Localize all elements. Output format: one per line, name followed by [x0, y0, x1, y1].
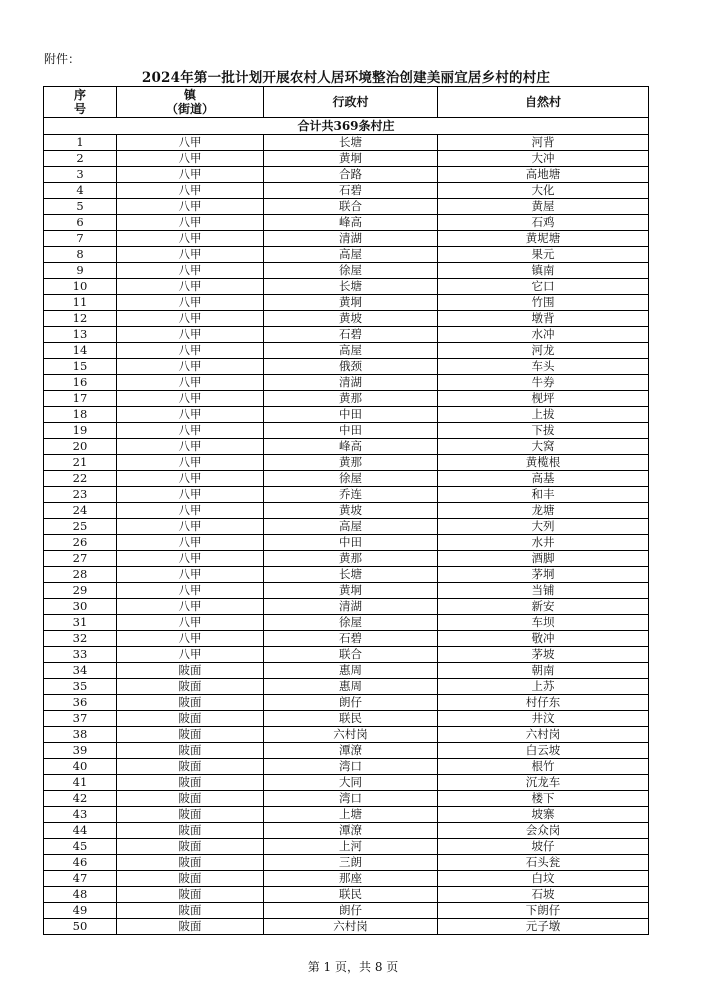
- row-natural-village-cell: 它口: [438, 279, 649, 295]
- row-town-cell: 八甲: [117, 247, 264, 263]
- row-admin-village-cell: 石碧: [264, 631, 438, 647]
- table-header-row: [44, 87, 649, 118]
- row-natural-village-cell: 井汶: [438, 711, 649, 727]
- table-row: [44, 663, 649, 679]
- row-town-cell: 陂面: [117, 679, 264, 695]
- row-index-cell: 25: [44, 519, 117, 535]
- row-admin-village-cell: 石碧: [264, 327, 438, 343]
- row-index-cell: 30: [44, 599, 117, 615]
- village-table: [43, 86, 649, 935]
- row-town-cell: 八甲: [117, 439, 264, 455]
- row-admin-village-cell: 清湖: [264, 599, 438, 615]
- row-natural-village-cell: 下拔: [438, 423, 649, 439]
- table-row: [44, 215, 649, 231]
- table-row: [44, 151, 649, 167]
- row-admin-village-cell: 惠周: [264, 679, 438, 695]
- row-natural-village-cell: 下朗仔: [438, 903, 649, 919]
- table-row: [44, 327, 649, 343]
- row-admin-village-cell: 高屋: [264, 247, 438, 263]
- row-town-cell: 陂面: [117, 807, 264, 823]
- row-natural-village-cell: 沉龙车: [438, 775, 649, 791]
- row-natural-village-cell: 车头: [438, 359, 649, 375]
- row-town-cell: 陂面: [117, 743, 264, 759]
- row-admin-village-cell: 联合: [264, 647, 438, 663]
- row-natural-village-cell: 坡仔: [438, 839, 649, 855]
- row-admin-village-cell: 长塘: [264, 567, 438, 583]
- row-town-cell: 八甲: [117, 583, 264, 599]
- table-row: [44, 711, 649, 727]
- row-index-cell: 36: [44, 695, 117, 711]
- table-row: [44, 407, 649, 423]
- row-index-cell: 50: [44, 919, 117, 935]
- row-town-cell: 陂面: [117, 759, 264, 775]
- row-natural-village-cell: 敬冲: [438, 631, 649, 647]
- row-admin-village-cell: 潭潦: [264, 823, 438, 839]
- row-admin-village-cell: 上河: [264, 839, 438, 855]
- row-admin-village-cell: 黄垌: [264, 295, 438, 311]
- row-admin-village-cell: 朗仔: [264, 695, 438, 711]
- document-title: 2024年第一批计划开展农村人居环境整治创建美丽宜居乡村的村庄: [141, 70, 551, 86]
- row-index-cell: 34: [44, 663, 117, 679]
- row-index-cell: 26: [44, 535, 117, 551]
- row-town-cell: 八甲: [117, 567, 264, 583]
- row-town-cell: 陂面: [117, 919, 264, 935]
- row-index-cell: 11: [44, 295, 117, 311]
- row-admin-village-cell: 黄那: [264, 455, 438, 471]
- row-town-cell: 八甲: [117, 215, 264, 231]
- row-natural-village-cell: 大列: [438, 519, 649, 535]
- row-index-cell: 28: [44, 567, 117, 583]
- row-index-cell: 48: [44, 887, 117, 903]
- table-row: [44, 503, 649, 519]
- table-row: [44, 471, 649, 487]
- row-natural-village-cell: 镇南: [438, 263, 649, 279]
- row-admin-village-cell: 六村岗: [264, 919, 438, 935]
- row-natural-village-cell: 石鸡: [438, 215, 649, 231]
- row-admin-village-cell: 俄颈: [264, 359, 438, 375]
- row-natural-village-cell: 大化: [438, 183, 649, 199]
- row-natural-village-cell: 当铺: [438, 583, 649, 599]
- row-natural-village-cell: 石头瓮: [438, 855, 649, 871]
- row-index-cell: 39: [44, 743, 117, 759]
- row-town-cell: 八甲: [117, 519, 264, 535]
- row-index-cell: 27: [44, 551, 117, 567]
- row-admin-village-cell: 中田: [264, 423, 438, 439]
- row-natural-village-cell: 茅坡: [438, 647, 649, 663]
- table-row: [44, 695, 649, 711]
- row-index-cell: 46: [44, 855, 117, 871]
- row-town-cell: 八甲: [117, 311, 264, 327]
- row-admin-village-cell: 黄那: [264, 551, 438, 567]
- row-index-cell: 45: [44, 839, 117, 855]
- header-admin-village: 行政村: [264, 87, 438, 118]
- table-row: [44, 919, 649, 935]
- row-natural-village-cell: 水井: [438, 535, 649, 551]
- row-natural-village-cell: 河背: [438, 135, 649, 151]
- row-admin-village-cell: 徐屋: [264, 615, 438, 631]
- row-town-cell: 陂面: [117, 775, 264, 791]
- row-admin-village-cell: 上塘: [264, 807, 438, 823]
- table-row: [44, 455, 649, 471]
- row-town-cell: 八甲: [117, 279, 264, 295]
- row-admin-village-cell: 峰高: [264, 215, 438, 231]
- row-index-cell: 38: [44, 727, 117, 743]
- row-admin-village-cell: 峰高: [264, 439, 438, 455]
- row-index-cell: 31: [44, 615, 117, 631]
- row-index-cell: 35: [44, 679, 117, 695]
- row-admin-village-cell: 联民: [264, 887, 438, 903]
- row-admin-village-cell: 湾口: [264, 791, 438, 807]
- table-row: [44, 279, 649, 295]
- row-index-cell: 21: [44, 455, 117, 471]
- table-row: [44, 743, 649, 759]
- row-town-cell: 八甲: [117, 455, 264, 471]
- row-town-cell: 八甲: [117, 295, 264, 311]
- row-town-cell: 八甲: [117, 343, 264, 359]
- row-town-cell: 八甲: [117, 167, 264, 183]
- row-town-cell: 陂面: [117, 711, 264, 727]
- row-admin-village-cell: 湾口: [264, 759, 438, 775]
- row-index-cell: 24: [44, 503, 117, 519]
- row-natural-village-cell: 朝南: [438, 663, 649, 679]
- row-natural-village-cell: 高地塘: [438, 167, 649, 183]
- row-admin-village-cell: 中田: [264, 407, 438, 423]
- header-index: 序 号: [44, 87, 117, 118]
- row-town-cell: 八甲: [117, 183, 264, 199]
- table-row: [44, 679, 649, 695]
- table-row: [44, 567, 649, 583]
- row-natural-village-cell: 白云坡: [438, 743, 649, 759]
- row-admin-village-cell: 徐屋: [264, 263, 438, 279]
- row-index-cell: 42: [44, 791, 117, 807]
- row-index-cell: 6: [44, 215, 117, 231]
- row-town-cell: 陂面: [117, 871, 264, 887]
- row-index-cell: 16: [44, 375, 117, 391]
- row-index-cell: 23: [44, 487, 117, 503]
- table-row: [44, 487, 649, 503]
- row-admin-village-cell: 黄坡: [264, 503, 438, 519]
- row-admin-village-cell: 徐屋: [264, 471, 438, 487]
- row-admin-village-cell: 六村岗: [264, 727, 438, 743]
- table-row: [44, 263, 649, 279]
- table-row: [44, 647, 649, 663]
- table-row: [44, 375, 649, 391]
- table-row: [44, 631, 649, 647]
- table-row: [44, 247, 649, 263]
- row-town-cell: 陂面: [117, 823, 264, 839]
- row-natural-village-cell: 元子墩: [438, 919, 649, 935]
- row-natural-village-cell: 新安: [438, 599, 649, 615]
- row-natural-village-cell: 根竹: [438, 759, 649, 775]
- row-natural-village-cell: 楼下: [438, 791, 649, 807]
- row-town-cell: 陂面: [117, 727, 264, 743]
- row-natural-village-cell: 酒脚: [438, 551, 649, 567]
- row-index-cell: 20: [44, 439, 117, 455]
- row-index-cell: 40: [44, 759, 117, 775]
- row-admin-village-cell: 石碧: [264, 183, 438, 199]
- table-row: [44, 199, 649, 215]
- row-index-cell: 8: [44, 247, 117, 263]
- table-row: [44, 551, 649, 567]
- row-natural-village-cell: 大窝: [438, 439, 649, 455]
- row-admin-village-cell: 三朗: [264, 855, 438, 871]
- page-footer: 第 1 页，共 8 页: [307, 960, 399, 974]
- row-index-cell: 49: [44, 903, 117, 919]
- row-natural-village-cell: 会众岗: [438, 823, 649, 839]
- row-natural-village-cell: 竹围: [438, 295, 649, 311]
- row-natural-village-cell: 黄榄根: [438, 455, 649, 471]
- row-natural-village-cell: 白坟: [438, 871, 649, 887]
- attachment-label: 附件：: [44, 52, 81, 66]
- row-natural-village-cell: 水冲: [438, 327, 649, 343]
- row-natural-village-cell: 石坡: [438, 887, 649, 903]
- row-admin-village-cell: 那座: [264, 871, 438, 887]
- row-index-cell: 13: [44, 327, 117, 343]
- table-row: [44, 167, 649, 183]
- table-row: [44, 615, 649, 631]
- row-town-cell: 八甲: [117, 135, 264, 151]
- row-natural-village-cell: 大冲: [438, 151, 649, 167]
- row-index-cell: 3: [44, 167, 117, 183]
- row-town-cell: 八甲: [117, 375, 264, 391]
- row-index-cell: 12: [44, 311, 117, 327]
- table-row: [44, 423, 649, 439]
- table-row: [44, 535, 649, 551]
- row-admin-village-cell: 惠周: [264, 663, 438, 679]
- row-admin-village-cell: 长塘: [264, 279, 438, 295]
- table-row: [44, 359, 649, 375]
- row-town-cell: 陂面: [117, 887, 264, 903]
- table-row: [44, 519, 649, 535]
- row-index-cell: 14: [44, 343, 117, 359]
- row-town-cell: 八甲: [117, 423, 264, 439]
- row-town-cell: 八甲: [117, 231, 264, 247]
- row-town-cell: 八甲: [117, 487, 264, 503]
- row-index-cell: 33: [44, 647, 117, 663]
- row-admin-village-cell: 朗仔: [264, 903, 438, 919]
- row-admin-village-cell: 潭潦: [264, 743, 438, 759]
- table-row: [44, 439, 649, 455]
- table-row: [44, 775, 649, 791]
- row-town-cell: 八甲: [117, 407, 264, 423]
- row-town-cell: 八甲: [117, 151, 264, 167]
- row-town-cell: 八甲: [117, 631, 264, 647]
- table-row: [44, 791, 649, 807]
- header-natural-village: 自然村: [438, 87, 649, 118]
- row-natural-village-cell: 茅垌: [438, 567, 649, 583]
- row-town-cell: 八甲: [117, 263, 264, 279]
- row-index-cell: 41: [44, 775, 117, 791]
- row-admin-village-cell: 长塘: [264, 135, 438, 151]
- row-town-cell: 陂面: [117, 791, 264, 807]
- row-natural-village-cell: 高基: [438, 471, 649, 487]
- table-row: [44, 903, 649, 919]
- row-admin-village-cell: 联合: [264, 199, 438, 215]
- row-town-cell: 陂面: [117, 663, 264, 679]
- table-row: [44, 823, 649, 839]
- table-row: [44, 727, 649, 743]
- row-index-cell: 47: [44, 871, 117, 887]
- table-row: [44, 855, 649, 871]
- row-admin-village-cell: 黄那: [264, 391, 438, 407]
- table-row: [44, 583, 649, 599]
- header-town: 镇 （街道）: [117, 87, 264, 118]
- row-town-cell: 八甲: [117, 599, 264, 615]
- row-admin-village-cell: 高屋: [264, 519, 438, 535]
- row-admin-village-cell: 黄坡: [264, 311, 438, 327]
- row-admin-village-cell: 联民: [264, 711, 438, 727]
- row-natural-village-cell: 龙塘: [438, 503, 649, 519]
- row-index-cell: 18: [44, 407, 117, 423]
- row-town-cell: 八甲: [117, 647, 264, 663]
- row-admin-village-cell: 中田: [264, 535, 438, 551]
- row-natural-village-cell: 上拔: [438, 407, 649, 423]
- row-town-cell: 陂面: [117, 695, 264, 711]
- row-index-cell: 1: [44, 135, 117, 151]
- row-index-cell: 32: [44, 631, 117, 647]
- row-natural-village-cell: 黄屋: [438, 199, 649, 215]
- row-index-cell: 10: [44, 279, 117, 295]
- row-natural-village-cell: 和丰: [438, 487, 649, 503]
- row-town-cell: 陂面: [117, 903, 264, 919]
- table-row: [44, 183, 649, 199]
- table-row: [44, 295, 649, 311]
- row-town-cell: 陂面: [117, 839, 264, 855]
- row-admin-village-cell: 大同: [264, 775, 438, 791]
- row-index-cell: 4: [44, 183, 117, 199]
- table-row: [44, 599, 649, 615]
- row-natural-village-cell: 枧坪: [438, 391, 649, 407]
- row-admin-village-cell: 黄垌: [264, 151, 438, 167]
- row-town-cell: 八甲: [117, 359, 264, 375]
- table-row: [44, 135, 649, 151]
- total-row: [44, 118, 649, 135]
- row-natural-village-cell: 墩背: [438, 311, 649, 327]
- row-town-cell: 八甲: [117, 199, 264, 215]
- row-index-cell: 37: [44, 711, 117, 727]
- table-row: [44, 311, 649, 327]
- row-natural-village-cell: 果元: [438, 247, 649, 263]
- row-index-cell: 17: [44, 391, 117, 407]
- row-admin-village-cell: 高屋: [264, 343, 438, 359]
- table-row: [44, 887, 649, 903]
- row-natural-village-cell: 坡寨: [438, 807, 649, 823]
- row-index-cell: 44: [44, 823, 117, 839]
- table-row: [44, 343, 649, 359]
- table-row: [44, 807, 649, 823]
- row-index-cell: 5: [44, 199, 117, 215]
- row-town-cell: 八甲: [117, 551, 264, 567]
- row-natural-village-cell: 河龙: [438, 343, 649, 359]
- row-index-cell: 43: [44, 807, 117, 823]
- table-row: [44, 759, 649, 775]
- row-admin-village-cell: 清湖: [264, 231, 438, 247]
- row-town-cell: 八甲: [117, 391, 264, 407]
- table-row: [44, 871, 649, 887]
- row-natural-village-cell: 村仔东: [438, 695, 649, 711]
- row-index-cell: 2: [44, 151, 117, 167]
- row-natural-village-cell: 车坝: [438, 615, 649, 631]
- row-town-cell: 八甲: [117, 615, 264, 631]
- row-index-cell: 19: [44, 423, 117, 439]
- table-row: [44, 839, 649, 855]
- row-natural-village-cell: 上苏: [438, 679, 649, 695]
- row-natural-village-cell: 六村岗: [438, 727, 649, 743]
- row-index-cell: 7: [44, 231, 117, 247]
- row-admin-village-cell: 清湖: [264, 375, 438, 391]
- row-index-cell: 22: [44, 471, 117, 487]
- row-town-cell: 八甲: [117, 471, 264, 487]
- row-index-cell: 15: [44, 359, 117, 375]
- row-town-cell: 八甲: [117, 503, 264, 519]
- row-index-cell: 9: [44, 263, 117, 279]
- total-cell: 合计共369条村庄: [44, 118, 649, 135]
- row-town-cell: 陂面: [117, 855, 264, 871]
- table-row: [44, 231, 649, 247]
- table-row: [44, 391, 649, 407]
- row-town-cell: 八甲: [117, 535, 264, 551]
- row-natural-village-cell: 牛券: [438, 375, 649, 391]
- row-natural-village-cell: 黄坭塘: [438, 231, 649, 247]
- row-index-cell: 29: [44, 583, 117, 599]
- row-admin-village-cell: 合路: [264, 167, 438, 183]
- row-town-cell: 八甲: [117, 327, 264, 343]
- row-admin-village-cell: 乔连: [264, 487, 438, 503]
- row-admin-village-cell: 黄垌: [264, 583, 438, 599]
